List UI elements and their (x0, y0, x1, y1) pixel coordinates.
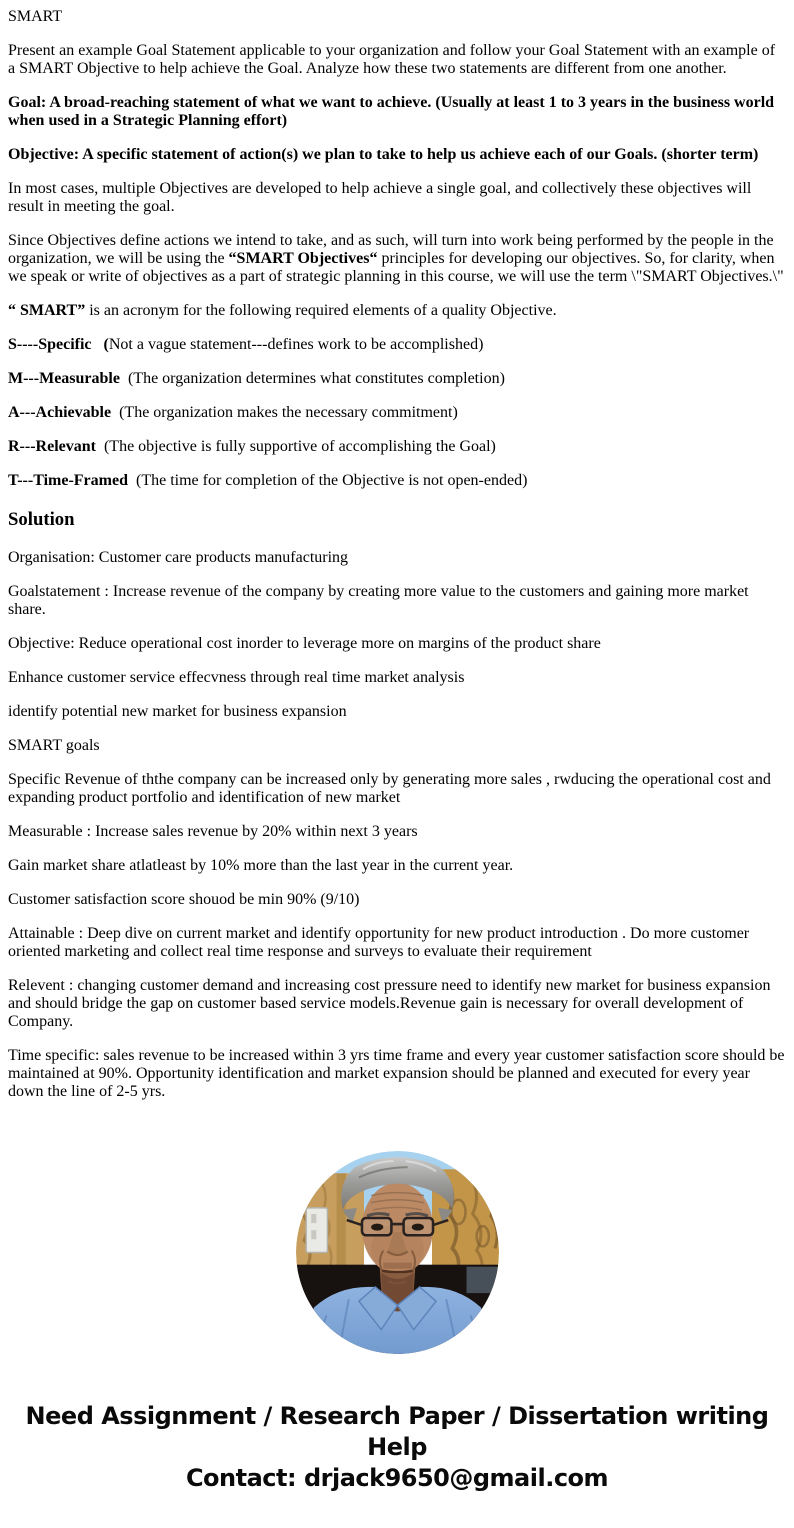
footer-promo (25, 1401, 769, 1519)
solution-organisation: Organisation: Customer care products manufacturing (8, 549, 349, 567)
acronym-term: T---Time-Framed (8, 472, 128, 489)
since-post-text: principles for developing our objectives. So, for clarity, when we speak or write of objectives as a part of strategic planning in this course, we will use the term \"SMART Objectives.\" (8, 250, 784, 285)
objective-definition: Objective: A specific statement of action(s) we plan to take to help us achieve each of our Goals. (shorter term) (8, 146, 759, 163)
goal-definition: Goal: A broad-reaching statement of what we want to achieve. (Usually at least 1 to 3 years in the business world when used in a Strategic Planning effort) (8, 94, 775, 129)
acronym-description: (The time for completion of the Objective is not open-ended) (127, 472, 528, 489)
acronym-term: R---Relevant (8, 438, 96, 455)
since-pre-text: Since Objectives define actions we intend to take, and as such, will turn into work being performed by the people in the organization, we will be using the (8, 232, 774, 267)
most-cases-paragraph: In most cases, multiple Objectives are developed to help achieve a single goal, and collectively these objectives will result in meeting the goal. (8, 180, 752, 215)
acronym-intro-paragraph (8, 302, 786, 320)
solution-enhance: Enhance customer service effecvness through real time market analysis (8, 669, 465, 687)
tutor-portrait-image (296, 1151, 499, 1354)
acronym-intro-rest: is an acronym for the following required elements of a quality Objective. (85, 302, 557, 319)
solution-time-specific: Time specific: sales revenue to be increased within 3 yrs time frame and every year customer satisfaction score should be maintained at 90%. Opportunity identification and market expansion should be planned and executed for every year down the line of 2-5 yrs. (8, 1047, 785, 1101)
solution-gain-market-share: Gain market share atlatleast by 10% more than the last year in the current year. (8, 857, 514, 875)
solution-heading: Solution (8, 508, 75, 530)
intro-paragraph: Present an example Goal Statement applicable to your organization and follow your Goal Statement with an example of a SMART Objective to help achieve the Goal. Analyze how these two statements are different from one another. (8, 42, 776, 77)
acronym-description: (The organization determines what constitutes completion) (119, 370, 505, 387)
acronym-item-measurable (8, 370, 786, 388)
acronym-item-specific (8, 336, 786, 354)
avatar (296, 1151, 499, 1354)
document (8, 8, 786, 1520)
solution-relevant: Relevent : changing customer demand and increasing cost pressure need to identify new market for business expansion and should bridge the gap on customer based service models.Revenue gain is necessary for overall development of Company. (8, 977, 771, 1031)
acronym-item-time-framed (8, 472, 786, 490)
solution-smart-goals: SMART goals (8, 737, 100, 755)
smart-objectives-bold: “SMART Objectives“ (228, 250, 378, 267)
footer-contact-email: Contact: drjack9650@gmail.com (185, 1463, 609, 1492)
acronym-term: A---Achievable (8, 404, 112, 421)
solution-measurable: Measurable : Increase sales revenue by 20% within next 3 years (8, 823, 418, 841)
solution-identify: identify potential new market for business expansion (8, 703, 347, 721)
solution-specific: Specific Revenue of ththe company can be increased only by generating more sales , rwducing the operational cost and expanding product portfolio and identification of new market (8, 771, 771, 807)
footer-help-text: Need Assignment / Research Paper / Dissertation writing Help (25, 1402, 769, 1462)
since-objectives-paragraph (8, 232, 786, 286)
acronym-description: (The objective is fully supportive of accomplishing the Goal) (95, 438, 496, 455)
acronym-term: S----Specific ( (8, 336, 109, 353)
avatar-container (8, 1151, 786, 1354)
solution-attainable: Attainable : Deep dive on current market and identify opportunity for new product introduction . Do more customer oriented marketing and collect real time response and surveys to evaluate their requirement (8, 925, 750, 961)
acronym-item-relevant (8, 438, 786, 456)
solution-goalstatement: Goalstatement : Increase revenue of the company by creating more value to the customers and gaining more market share. (8, 583, 749, 619)
acronym-item-achievable (8, 404, 786, 422)
solution-customer-satisfaction: Customer satisfaction score shouod be min 90% (9/10) (8, 891, 360, 909)
acronym-intro-bold: “ SMART” (8, 302, 86, 319)
page-title: SMART (8, 8, 63, 25)
acronym-term: M---Measurable (8, 370, 120, 387)
acronym-description: (The organization makes the necessary commitment) (111, 404, 458, 421)
acronym-description: Not a vague statement---defines work to be accomplished) (108, 336, 484, 353)
solution-objective: Objective: Reduce operational cost inorder to leverage more on margins of the product share (8, 635, 601, 653)
